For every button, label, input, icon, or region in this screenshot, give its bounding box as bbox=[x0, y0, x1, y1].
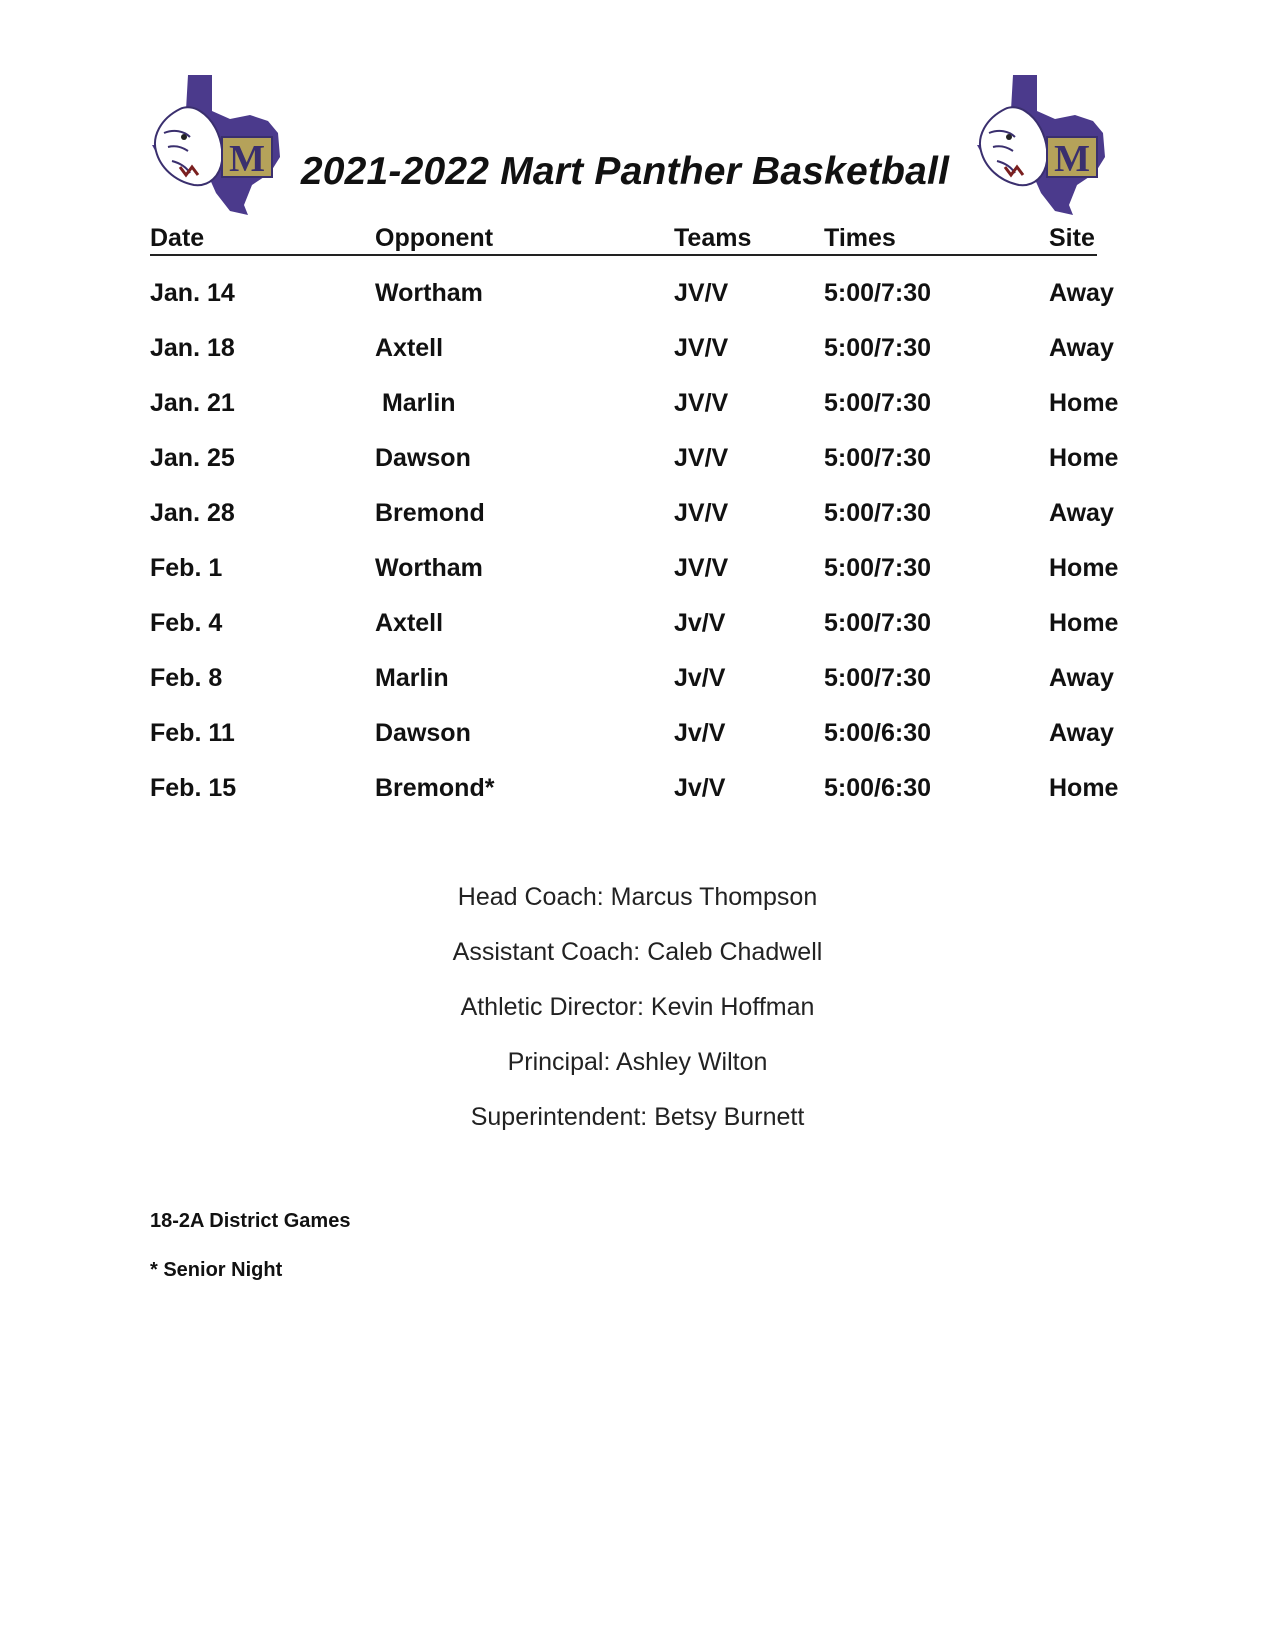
table-row bbox=[150, 719, 1130, 774]
cell-times: 5:00/6:30 bbox=[824, 719, 932, 747]
page-title: 2021-2022 Mart Panther Basketball bbox=[300, 150, 950, 193]
header-site: Site bbox=[1049, 224, 1095, 252]
table-row bbox=[150, 334, 1130, 389]
cell-date: Feb. 8 bbox=[150, 664, 223, 692]
cell-opponent: Dawson bbox=[375, 719, 471, 747]
cell-site: Away bbox=[1049, 279, 1114, 307]
cell-times: 5:00/7:30 bbox=[824, 499, 932, 527]
table-row bbox=[150, 389, 1130, 444]
cell-site: Home bbox=[1049, 774, 1119, 802]
cell-opponent: Axtell bbox=[375, 609, 444, 637]
staff-principal: Principal: Ashley Wilton bbox=[507, 1048, 768, 1076]
notes bbox=[150, 1210, 350, 1308]
cell-teams: JV/V bbox=[674, 279, 729, 307]
logo-letter-left: M bbox=[229, 138, 265, 180]
cell-times: 5:00/7:30 bbox=[824, 664, 932, 692]
cell-opponent: Marlin bbox=[375, 389, 456, 417]
cell-times: 5:00/6:30 bbox=[824, 774, 932, 802]
header-opponent: Opponent bbox=[375, 224, 494, 252]
cell-teams: JV/V bbox=[674, 554, 729, 582]
table-row bbox=[150, 554, 1130, 609]
cell-times: 5:00/7:30 bbox=[824, 554, 932, 582]
cell-opponent: Bremond* bbox=[375, 774, 495, 802]
table-row bbox=[150, 499, 1130, 554]
panther-logo-left bbox=[150, 75, 300, 215]
cell-teams: JV/V bbox=[674, 334, 729, 362]
cell-site: Away bbox=[1049, 334, 1114, 362]
cell-opponent: Bremond bbox=[375, 499, 485, 527]
cell-date: Jan. 28 bbox=[150, 499, 235, 527]
cell-site: Away bbox=[1049, 719, 1114, 747]
cell-opponent: Dawson bbox=[375, 444, 471, 472]
table-row bbox=[150, 444, 1130, 499]
staff-superintendent: Superintendent: Betsy Burnett bbox=[470, 1103, 805, 1131]
logo-letter-right: M bbox=[1054, 138, 1090, 180]
table-row bbox=[150, 664, 1130, 719]
table-row bbox=[150, 609, 1130, 664]
cell-date: Jan. 14 bbox=[150, 279, 235, 307]
table-row bbox=[150, 279, 1130, 334]
cell-site: Away bbox=[1049, 499, 1114, 527]
schedule-table bbox=[150, 279, 1130, 829]
cell-site: Home bbox=[1049, 389, 1119, 417]
cell-times: 5:00/7:30 bbox=[824, 334, 932, 362]
cell-times: 5:00/7:30 bbox=[824, 279, 932, 307]
table-row bbox=[150, 774, 1130, 829]
header-date: Date bbox=[150, 224, 205, 252]
staff-assistant-coach: Assistant Coach: Caleb Chadwell bbox=[452, 938, 823, 966]
panther-logo-right bbox=[975, 75, 1125, 215]
cell-teams: Jv/V bbox=[674, 774, 726, 802]
cell-teams: Jv/V bbox=[674, 719, 726, 747]
cell-teams: JV/V bbox=[674, 499, 729, 527]
header-teams: Teams bbox=[674, 224, 752, 252]
staff-list bbox=[300, 882, 975, 1157]
cell-opponent: Marlin bbox=[375, 664, 449, 692]
cell-opponent: Wortham bbox=[375, 554, 483, 582]
cell-opponent: Wortham bbox=[375, 279, 483, 307]
staff-athletic-director: Athletic Director: Kevin Hoffman bbox=[460, 993, 815, 1021]
cell-teams: Jv/V bbox=[674, 664, 726, 692]
cell-date: Feb. 15 bbox=[150, 774, 237, 802]
note-senior-night: * Senior Night bbox=[150, 1259, 283, 1281]
cell-site: Home bbox=[1049, 444, 1119, 472]
cell-date: Feb. 4 bbox=[150, 609, 223, 637]
cell-date: Jan. 25 bbox=[150, 444, 235, 472]
cell-site: Home bbox=[1049, 554, 1119, 582]
cell-date: Jan. 18 bbox=[150, 334, 235, 362]
cell-times: 5:00/7:30 bbox=[824, 389, 932, 417]
cell-opponent: Axtell bbox=[375, 334, 444, 362]
cell-date: Jan. 21 bbox=[150, 389, 235, 417]
cell-teams: JV/V bbox=[674, 389, 729, 417]
cell-teams: JV/V bbox=[674, 444, 729, 472]
cell-teams: Jv/V bbox=[674, 609, 726, 637]
cell-times: 5:00/7:30 bbox=[824, 444, 932, 472]
cell-site: Away bbox=[1049, 664, 1114, 692]
cell-site: Home bbox=[1049, 609, 1119, 637]
staff-head-coach: Head Coach: Marcus Thompson bbox=[457, 883, 818, 911]
header-times: Times bbox=[824, 224, 896, 252]
cell-times: 5:00/7:30 bbox=[824, 609, 932, 637]
note-district-games: 18-2A District Games bbox=[150, 1210, 351, 1232]
cell-date: Feb. 11 bbox=[150, 719, 235, 747]
schedule-header bbox=[150, 224, 1097, 256]
cell-date: Feb. 1 bbox=[150, 554, 223, 582]
